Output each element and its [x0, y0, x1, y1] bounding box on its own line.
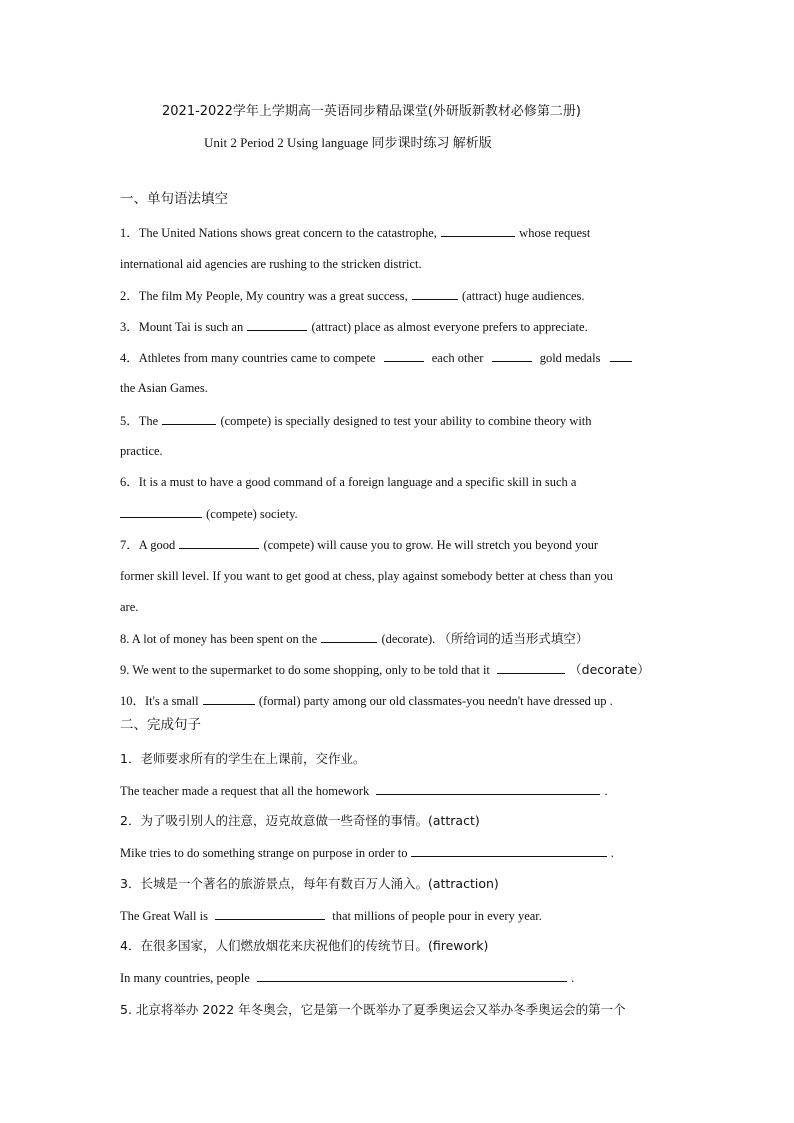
document-title: 2021-2022学年上学期高一英语同步精品课堂(外研版新教材必修第二册) [162, 104, 582, 119]
question-text: （decorate） [569, 662, 650, 677]
answer-blank[interactable] [215, 907, 325, 920]
answer-blank[interactable] [376, 782, 600, 795]
question-6-line-1: 6．It is a must to have a good command of a foreign language and a specific skill in such a [120, 475, 577, 489]
question-text: (decorate). [381, 632, 436, 646]
answer-blank[interactable] [162, 412, 216, 425]
question-text: 4．Athletes from many countries came to compete [120, 351, 376, 365]
sentence-text: The teacher made a request that all the homework [120, 784, 370, 798]
sentence-end: . [610, 846, 614, 860]
question-text: 5．The [120, 414, 159, 428]
question-text: 8. A lot of money has been spent on the [120, 632, 318, 646]
answer-blank[interactable] [120, 505, 202, 518]
question-6-line-2 [120, 505, 298, 522]
answer-blank[interactable] [411, 844, 607, 857]
answer-blank[interactable] [247, 318, 307, 331]
question-3 [120, 318, 588, 335]
sentence-1-english [120, 782, 608, 799]
answer-blank[interactable] [257, 969, 567, 982]
sentence-4-english [120, 969, 574, 986]
instruction-note: （所给词的适当形式填空） [438, 631, 589, 646]
question-text: (attract) huge audiences. [462, 289, 585, 303]
question-7-line-3: are. [120, 600, 139, 614]
sentence-2-english [120, 844, 614, 861]
question-text: gold medals [539, 351, 601, 365]
question-text: 10．It's a small [120, 694, 199, 708]
sentence-end: . [571, 971, 575, 985]
answer-blank[interactable] [179, 536, 259, 549]
question-8 [120, 630, 588, 647]
sentence-4-chinese: 4．在很多国家，人们燃放烟花来庆祝他们的传统节日。(firework) [120, 938, 489, 953]
question-10 [120, 692, 613, 709]
sentence-end: . [604, 784, 608, 798]
question-text: 7．A good [120, 538, 176, 552]
question-text: 9. We went to the supermarket to do some shopping, only to be told that it [120, 663, 490, 677]
document-subtitle: Unit 2 Period 2 Using language 同步课时练习 解析版 [204, 135, 492, 150]
answer-blank[interactable] [492, 349, 532, 362]
question-text: (compete) society. [206, 507, 298, 521]
sentence-text: In many countries, people [120, 971, 250, 985]
answer-blank[interactable] [441, 224, 515, 237]
answer-blank[interactable] [610, 349, 632, 362]
sentence-2-chinese: 2．为了吸引别人的注意，迈克故意做一些奇怪的事情。(attract) [120, 813, 480, 828]
question-5-line-1 [120, 412, 592, 429]
sentence-5-chinese: 5. 北京将举办 2022 年冬奥会，它是第一个既举办了夏季奥运会又举办冬季奥运会的第一个 [120, 1002, 626, 1017]
question-text: (formal) party among our old classmates-you needn't have dressed up . [258, 694, 613, 708]
section-heading-sentences: 二、完成句子 [120, 717, 201, 733]
question-text: 3．Mount Tai is such an [120, 320, 244, 334]
question-text: whose request [519, 226, 591, 240]
question-1-line-2: international aid agencies are rushing to the stricken district. [120, 257, 422, 271]
section-heading-grammar: 一、单句语法填空 [120, 191, 228, 207]
question-7-line-1 [120, 536, 598, 553]
sentence-3-english [120, 907, 542, 924]
answer-blank[interactable] [384, 349, 424, 362]
question-text: (compete) is specially designed to test your ability to combine theory with [220, 414, 592, 428]
question-text: (attract) place as almost everyone prefers to appreciate. [311, 320, 588, 334]
sentence-3-chinese: 3．长城是一个著名的旅游景点，每年有数百万人涌入。(attraction) [120, 876, 499, 891]
answer-blank[interactable] [321, 630, 377, 643]
question-text: 1．The United Nations shows great concern to the catastrophe, [120, 226, 437, 240]
question-7-line-2: former skill level. If you want to get good at chess, play against somebody better at chess than you [120, 569, 613, 583]
sentence-text: Mike tries to do something strange on purpose in order to [120, 846, 408, 860]
question-5-line-2: practice. [120, 444, 163, 458]
sentence-text: that millions of people pour in every year. [332, 909, 542, 923]
question-text: 2．The film My People, My country was a great success, [120, 289, 408, 303]
question-1-line-1 [120, 224, 590, 241]
question-4-line-2: the Asian Games. [120, 381, 208, 395]
answer-blank[interactable] [203, 692, 255, 705]
question-2 [120, 287, 585, 304]
answer-blank[interactable] [412, 287, 458, 300]
question-4-line-1 [120, 349, 633, 366]
sentence-1-chinese: 1．老师要求所有的学生在上课前，交作业。 [120, 751, 366, 766]
question-9 [120, 661, 650, 678]
question-text: (compete) will cause you to grow. He will stretch you beyond your [263, 538, 598, 552]
sentence-text: The Great Wall is [120, 909, 208, 923]
answer-blank[interactable] [497, 661, 565, 674]
question-text: each other [431, 351, 484, 365]
